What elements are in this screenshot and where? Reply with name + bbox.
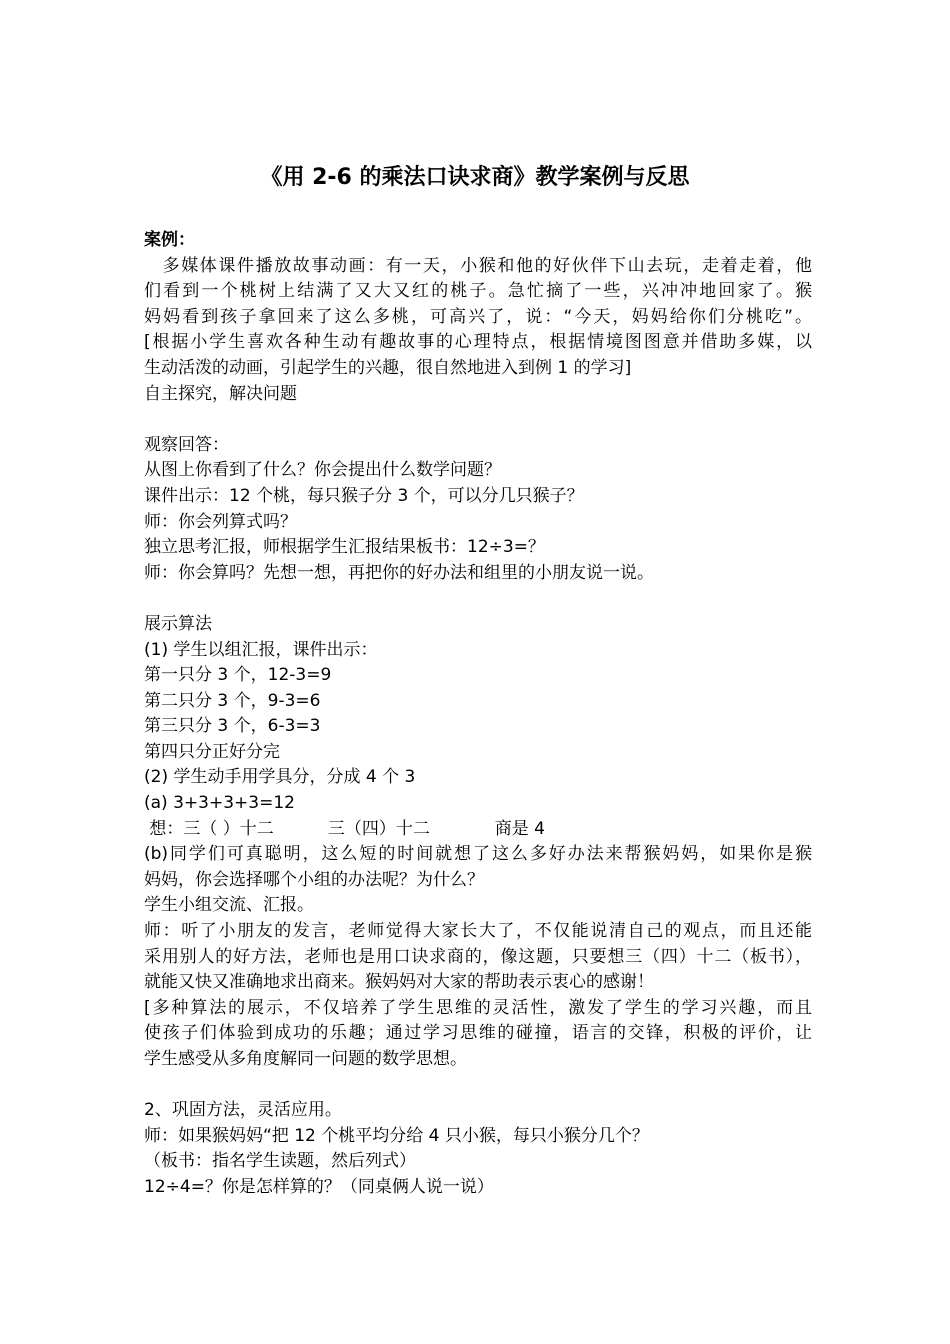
blank-line (144, 407, 812, 433)
paragraph-line: 课件出示：12 个桃，每只猴子分 3 个，可以分几只猴子？ (144, 485, 584, 506)
blank-line (144, 586, 812, 612)
paragraph-line: 们看到一个桃树上结满了又大又红的桃子。急忙摘了一些，兴冲冲地回家了。猴 (144, 281, 812, 302)
paragraph-line: 观察回答： (144, 434, 229, 455)
paragraph-line: (b)同学们可真聪明，这么短的时间就想了这么多好办法来帮猴妈妈，如果你是猴 (144, 844, 812, 865)
paragraph-line: [多种算法的展示，不仅培养了学生思维的灵活性，激发了学生的学习兴趣，而且 (144, 997, 812, 1018)
paragraph-line: 从图上你看到了什么？你会提出什么数学问题？ (144, 460, 501, 481)
paragraph-line: （板书：指名学生读题，然后列式） (144, 1151, 416, 1172)
paragraph-line: 生动活泼的动画，引起学生的兴趣，很自然地进入到例 1 的学习] (144, 357, 632, 378)
paragraph-line: 妈妈看到孩子拿回来了这么多桃，可高兴了，说：“今天，妈妈给你们分桃吃”。 (144, 306, 812, 327)
paragraph-line: (1) 学生以组汇报，课件出示： (144, 639, 378, 660)
paragraph-line: 师：听了小朋友的发言，老师觉得大家长大了，不仅能说清自己的观点，而且还能 (144, 921, 812, 942)
paragraph-line: 展示算法 (144, 613, 212, 634)
paragraph-line: 想：三（ ）十二 三（四）十二 商是 4 (144, 818, 545, 839)
paragraph-line: 采用别人的好方法，老师也是用口诀求商的，像这题，只要想三（四）十二（板书）， (144, 946, 812, 967)
paragraph-line: 学生感受从多角度解同一问题的数学思想。 (144, 1049, 467, 1069)
paragraph-line: 就能又快又准确地求出商来。猴妈妈对大家的帮助表示衷心的感谢！ (144, 972, 654, 993)
paragraph-line: 师：你会列算式吗？ (144, 511, 297, 532)
document-body (144, 228, 812, 1201)
paragraph-line: (a) 3+3+3+3=12 (144, 793, 295, 814)
paragraph-line: 师：你会算吗？先想一想，再把你的好办法和组里的小朋友说一说。 (144, 562, 654, 583)
paragraph-line: 多媒体课件播放故事动画：有一天，小猴和他的好伙伴下山去玩，走着走着，他 (144, 255, 812, 276)
paragraph-line: 独立思考汇报，师根据学生汇报结果板书：12÷3=？ (144, 537, 545, 558)
paragraph-line: 学生小组交流、汇报。 (144, 895, 314, 916)
paragraph-line: 12÷4=？你是怎样算的？（同桌俩人说一说） (144, 1176, 494, 1197)
paragraph-line: 第二只分 3 个，9-3=6 (144, 690, 321, 711)
paragraph-line: 妈妈，你会选择哪个小组的办法呢？为什么？ (144, 869, 484, 890)
paragraph-line: 师：如果猴妈妈“把 12 个桃平均分给 4 只小猴，每只小猴分几个？ (144, 1125, 649, 1146)
blank-line (144, 1073, 812, 1099)
paragraph-line: 第四只分正好分完 (144, 741, 280, 762)
section-label: 案例： (144, 230, 195, 250)
paragraph-line: (2) 学生动手用学具分，分成 4 个 3 (144, 767, 416, 788)
paragraph-line: 第三只分 3 个，6-3=3 (144, 716, 321, 737)
paragraph-line: 2、巩固方法，灵活应用。 (144, 1100, 342, 1121)
paragraph-line: [根据小学生喜欢各种生动有趣故事的心理特点，根据情境图图意并借助多媒，以 (144, 332, 812, 353)
document-title: 《用 2-6 的乘法口诀求商》教学案例与反思 (260, 165, 690, 190)
paragraph-line: 自主探究，解决问题 (144, 383, 297, 404)
paragraph-line: 使孩子们体验到成功的乐趣；通过学习思维的碰撞，语言的交锋，积极的评价，让 (144, 1023, 812, 1044)
paragraph-line: 第一只分 3 个，12-3=9 (144, 665, 332, 686)
